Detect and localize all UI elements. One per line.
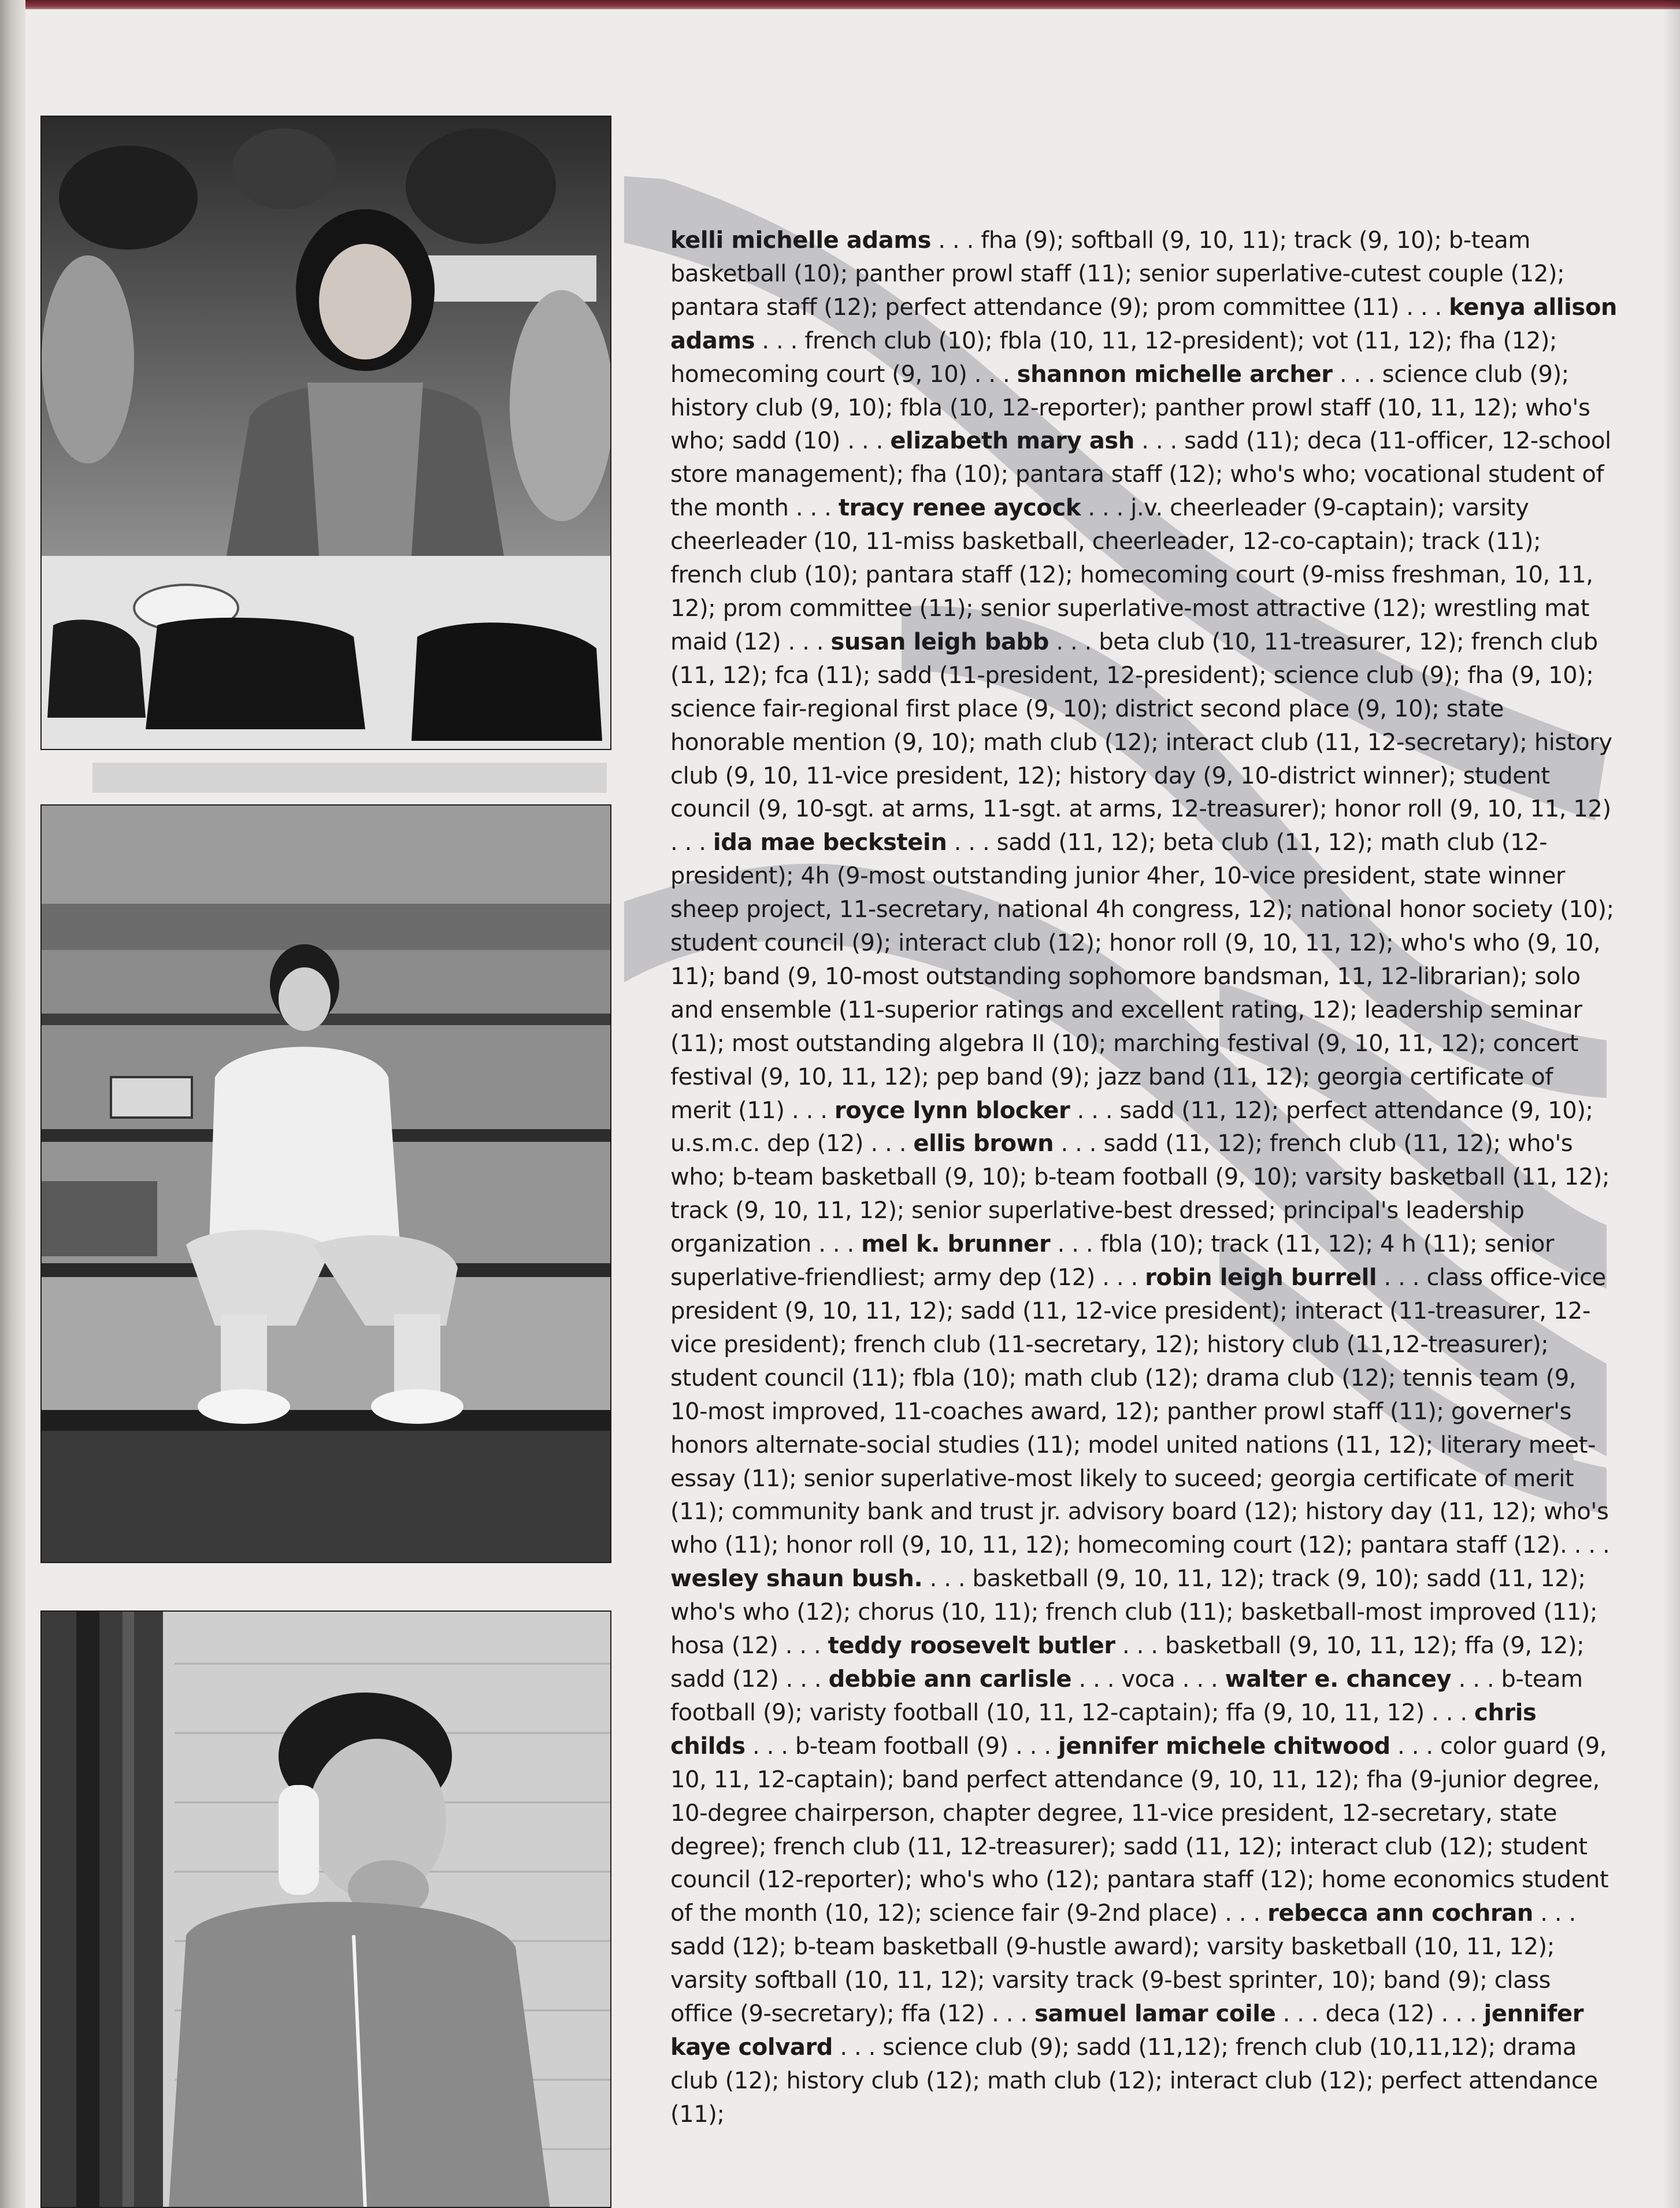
separator: . . . <box>1071 1665 1122 1693</box>
separator: . . . <box>833 2033 883 2061</box>
separator: . . . <box>1399 294 1449 321</box>
separator: . . . <box>1424 1699 1475 1726</box>
separator: . . . <box>863 1130 914 1157</box>
separator: . . . <box>1081 495 1131 522</box>
bio-entry <box>1034 2001 1484 2027</box>
student-name: debbie ann carlisle <box>828 1665 1072 1693</box>
student-activities: sadd (11, 12); beta club (11, 12); math club (12-president); 4h (9-most outstanding junior 4her, 10-vice president, state winner sheep project, 11-secretary, national 4h congress, 12); national honor society (10); student council (9); interact club (12); honor roll (9, 10, 11, 12); who's who (9, 10, 11); band (9, 10-most outstanding sophomore bandsman, 11, 12-librarian); solo and ensemble (11-superior ratings and excellent rating, 12); leadership seminar (11); most outstanding algebra II (10); marching festival (9, 10, 11, 12); concert festival (9, 10, 11, 12); pep band (9); jazz band (11, 12); georgia certificate of merit (11) <box>670 829 1614 1124</box>
student-activities: b-team football (9) <box>795 1732 1008 1760</box>
separator: . . . <box>1533 1900 1576 1927</box>
student-activities: french club (10); fbla (10, 11, 12-president); vot (11, 12); fha (12); homecoming court (9, 10) <box>670 327 1557 388</box>
separator: . . . <box>1049 628 1099 655</box>
senior-biographies <box>670 224 1618 2132</box>
student-activities: fbla (10); track (11, 12); 4 h (11); senior superlative-friendliest; army dep (12) <box>670 1231 1554 1292</box>
student-name: wesley shaun bush. <box>670 1565 923 1593</box>
student-name: kelli michelle adams <box>670 227 932 254</box>
student-name: tracy renee aycock <box>838 495 1081 522</box>
page-edge-shadow <box>1663 0 1680 2208</box>
student-activities: class office-vice president (9, 10, 11, 12); sadd (11, 12-vice president); interact (11-treasurer, 12-vice president); french club (11-secretary, 12); history club (11,12-treasurer); student council (11); fbla (10); math club (12); drama club (12); tennis team (9, 10-most improved, 11-coaches award, 12); panther prowl staff (11); governer's honors alternate-social studies (11); model united nations (11, 12); literary meet-essay (11); senior superlative-most likely to suceed; georgia certificate of merit (11); community bank and trust jr. advisory board (12); history day (11, 12); who's who (11); honor roll (9, 10, 11, 12); homecoming court (12); pantara staff (12). <box>670 1264 1609 1559</box>
student-name: ellis brown <box>913 1130 1054 1157</box>
separator: . . . <box>922 1565 973 1593</box>
separator: . . . <box>1390 1732 1440 1760</box>
student-name: royce lynn blocker <box>834 1097 1070 1124</box>
student-activities: j.v. cheerleader (9-captain); varsity cheerleader (10, 11-miss basketball, cheerleader, 12-co-captain); track (11); french club (10); pantara staff (12); homecoming court (9-miss freshman, 10, 11, 12); prom committee (11); senior superlative-most attractive (12); wrestling mat maid (12) <box>670 495 1593 655</box>
student-activities: beta club (10, 11-treasurer, 12); french club (11, 12); fca (11); sadd (11-president, 12-president); science club (9); fha (9, 10); science fair-regional first place (9, 10); district second place (9, 10); state honorable mention (9, 10); math club (12); interact club (11, 12-secretary); history club (9, 10, 11-vice president, 12); history day (9, 10-district winner); student council (9, 10-sgt. at arms, 11-sgt. at arms, 12-treasurer); honor roll (9, 10, 11, 12) <box>670 628 1612 823</box>
separator: . . . <box>1070 1097 1120 1124</box>
cafeteria-photo <box>40 116 611 750</box>
separator: . . . <box>781 628 831 655</box>
separator: . . . <box>1175 1665 1225 1693</box>
student-name: teddy roosevelt butler <box>828 1632 1115 1660</box>
student-activities: fha (9); softball (9, 10, 11); track (9, 10); b-team basketball (10); panther prowl staff (11); senior superlative-cutest couple (12); pantara staff (12); perfect attendance (9); prom committee (11) <box>670 227 1565 321</box>
student-name: susan leigh babb <box>830 628 1049 655</box>
separator: . . . <box>788 495 839 522</box>
separator: . . . <box>1451 1665 1501 1693</box>
bio-entry <box>670 1733 1608 1927</box>
separator: . . . <box>931 227 981 254</box>
student-activities: sadd (12); b-team basketball (9-hustle award); varsity basketball (10, 11, 12); varsity softball (10, 11, 12); varsity track (9-best sprinter, 10); band (9); class office (9-secretary); ffa (12) <box>670 1934 1555 2028</box>
separator: . . . <box>1332 361 1382 388</box>
bio-entry <box>829 1666 1225 1693</box>
student-activities: science club (9); history club (9, 10); fbla (10, 12-reporter); panther prowl staff (10, 11, 12); who's who; sadd (10) <box>670 361 1590 455</box>
student-name: jennifer kaye colvard <box>670 2001 1584 2061</box>
student-name: shannon michelle archer <box>1017 361 1333 388</box>
separator: . . . <box>1567 1532 1610 1559</box>
bio-entry <box>670 1264 1609 1558</box>
student-activities: sadd (11, 12); perfect attendance (9, 10); u.s.m.c. dep (12) <box>670 1097 1593 1157</box>
student-name: jennifer michele chitwood <box>1058 1732 1390 1760</box>
telephone-photo <box>40 1610 611 2208</box>
bio-entry <box>670 629 1612 856</box>
student-activities: basketball (9, 10, 11, 12); track (9, 10); sadd (11, 12); who's who (12); chorus (10, 11); french club (11); basketball-most improved (11); hosa (12) <box>670 1565 1598 1660</box>
separator: . . . <box>1434 2001 1484 2028</box>
student-name: ida mae beckstein <box>713 829 947 856</box>
student-activities: b-team football (9); varisty football (10, 11, 12-captain); ffa (9, 10, 11, 12) <box>670 1665 1583 1726</box>
student-activities: sadd (11, 12); french club (11, 12); who's who; b-team basketball (9, 10); b-team football (9, 10); varsity basketball (11, 12); track (9, 10, 11, 12); senior superlative-best dressed; principal's leadership organization <box>670 1130 1610 1258</box>
separator: . . . <box>778 1665 829 1693</box>
separator: . . . <box>778 1632 828 1660</box>
student-name: walter e. chancey <box>1225 1665 1452 1693</box>
separator: . . . <box>1008 1732 1059 1760</box>
separator: . . . <box>984 2001 1035 2028</box>
separator: . . . <box>755 327 805 354</box>
student-activities: voca <box>1121 1665 1175 1693</box>
separator: . . . <box>1050 1231 1100 1258</box>
separator: . . . <box>1217 1900 1268 1927</box>
student-name: elizabeth mary ash <box>890 428 1134 455</box>
student-activities: basketball (9, 10, 11, 12); ffa (9, 12); sadd (12) <box>670 1632 1585 1693</box>
separator: . . . <box>967 361 1017 388</box>
separator: . . . <box>1054 1130 1104 1157</box>
separator: . . . <box>784 1097 835 1124</box>
student-name: rebecca ann cochran <box>1267 1900 1533 1927</box>
student-activities: sadd (11); deca (11-officer, 12-school store management); fha (10); pantara staff (12); who's who; vocational student of the month <box>670 428 1611 522</box>
student-name: samuel lamar coile <box>1034 2001 1276 2028</box>
student-name: chris childs <box>670 1699 1537 1760</box>
separator: . . . <box>670 829 713 856</box>
student-activities: deca (12) <box>1325 2001 1434 2028</box>
separator: . . . <box>1134 428 1185 455</box>
separator: . . . <box>1275 2001 1326 2028</box>
student-name: mel k. brunner <box>861 1231 1051 1258</box>
separator: . . . <box>840 428 891 455</box>
bleachers-photo <box>40 804 611 1563</box>
student-name: robin leigh burrell <box>1145 1264 1377 1292</box>
separator: . . . <box>1115 1632 1165 1660</box>
bio-entry <box>670 227 1564 321</box>
separator: . . . <box>1377 1264 1427 1292</box>
student-name: kenya allison adams <box>670 294 1617 354</box>
separator: . . . <box>745 1732 795 1760</box>
separator: . . . <box>947 829 997 856</box>
separator: . . . <box>811 1231 862 1258</box>
student-activities: science club (9); sadd (11,12); french club (10,11,12); drama club (12); history club (12); math club (12); interact club (12); perfect attendance (11); <box>670 2033 1598 2128</box>
bio-entry <box>670 829 1614 1123</box>
separator: . . . <box>1095 1264 1145 1292</box>
student-activities: color guard (9, 10, 11, 12-captain); band perfect attendance (9, 10, 11, 12); fha (9-junior degree, 10-degree chairperson, chapter degree, 11-vice president, 12-secretary, state degree); french club (11, 12-treasurer); sadd (11, 12); interact club (12); student council (12-reporter); who's who (12); pantara staff (12); home economics student of the month (10, 12); science fair (9-2nd place) <box>670 1732 1609 1927</box>
